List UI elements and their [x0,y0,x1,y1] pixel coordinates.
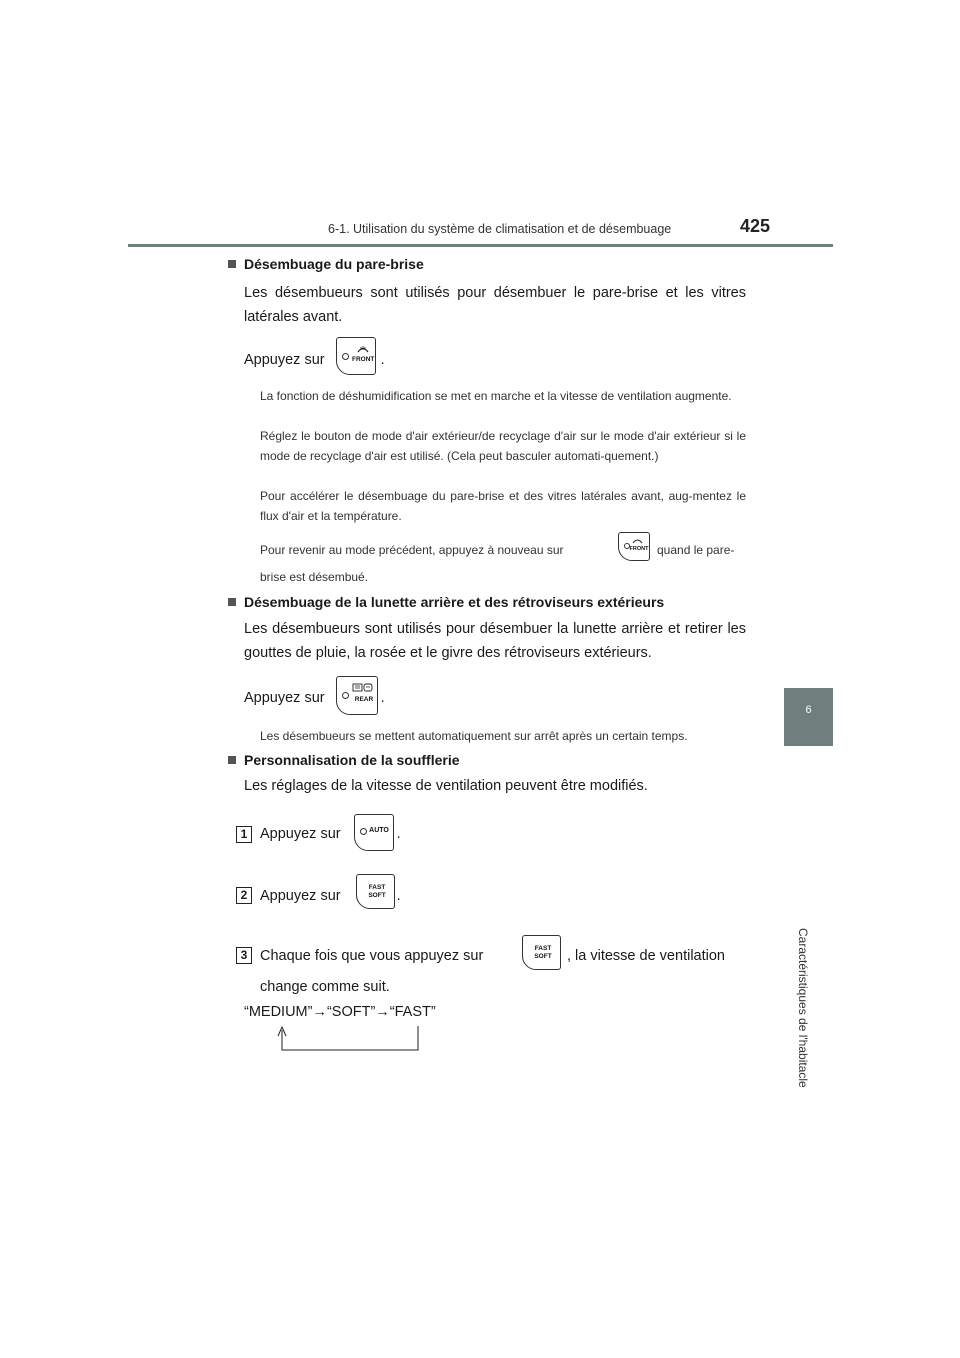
windshield-defroster-icon [357,344,369,353]
step3-instruction-suffix: , la vitesse de ventilation [567,948,725,964]
chapter-tab-label: Caractéristiques de l'habitacle [796,928,810,1088]
note-return-mode-suffix: quand le pare- [657,543,735,557]
step3-continuation: change comme suit. [260,979,390,995]
chapter-title: 6-1. Utilisation du système de climatisation et de désembuage [328,222,672,236]
chapter-tab [784,688,833,746]
rear-mirror-defroster-icon [352,683,374,692]
square-bullet-icon [228,756,236,764]
section-text-rear: Les désembueurs sont utilisés pour désembuer la lunette arrière et retirer les gouttes de pluie, la rosée et le givre des rétroviseurs extérieurs. [244,621,746,661]
section-heading-rear: Désembuage de la lunette arrière et des rétroviseurs extérieurs [228,594,664,610]
page-number: 425 [740,216,771,236]
note-air-mode: Réglez le bouton de mode d'air extérieur/de recyclage d'air sur le mode d'air extérieur si le mode de recyclage d'air est utilisé. (Cela peut basculer automati-quement.) [260,429,746,463]
front-defroster-button[interactable]: FRONT [336,337,376,375]
step2-instruction: Appuyez sur . [260,888,401,904]
fast-soft-button[interactable]: FAST SOFT [522,935,561,970]
section-heading-blower: Personnalisation de la soufflerie [228,752,460,768]
step-number: 2 [236,887,252,904]
note-speed-up: Pour accélérer le désembuage du pare-brise et des vitres latérales avant, aug-mentez le flux d'air et la température. [260,489,746,523]
windshield-defroster-icon [632,536,643,544]
speed-cycle-sequence: “MEDIUM”→“SOFT”→“FAST” [244,1004,436,1020]
section-text-windshield: Les désembueurs sont utilisés pour désembuer le pare-brise et les vitres latérales avant. [244,285,746,325]
press-instruction-rear: Appuyez sur . [244,690,385,706]
auto-button[interactable]: AUTO [354,814,394,851]
section-heading-windshield: Désembuage du pare-brise [228,256,424,272]
note-return-mode-end: brise est désembué. [260,570,369,584]
square-bullet-icon [228,260,236,268]
section-text-blower: Les réglages de la vitesse de ventilation peuvent être modifiés. [244,778,648,794]
front-defroster-button-inline[interactable]: FRONT [618,532,650,561]
step-number: 1 [236,826,252,843]
note-return-mode: Pour revenir au mode précédent, appuyez à nouveau sur [260,543,564,557]
note-dehumidification: La fonction de déshumidification se met en marche et la vitesse de ventilation augmente. [260,389,732,403]
header-divider [128,244,833,247]
fast-soft-button[interactable]: FAST SOFT [356,874,395,909]
step-number: 3 [236,947,252,964]
note-auto-off: Les désembueurs se mettent automatiquement sur arrêt après un certain temps. [260,729,688,743]
square-bullet-icon [228,598,236,606]
step1-instruction: Appuyez sur . [260,826,401,842]
step3-instruction: Chaque fois que vous appuyez sur [260,948,484,964]
rear-defroster-button[interactable]: REAR [336,676,378,715]
press-instruction-front: Appuyez sur . [244,352,385,368]
chapter-tab-number: 6 [805,704,812,716]
cycle-return-arrow-icon [276,1026,424,1054]
